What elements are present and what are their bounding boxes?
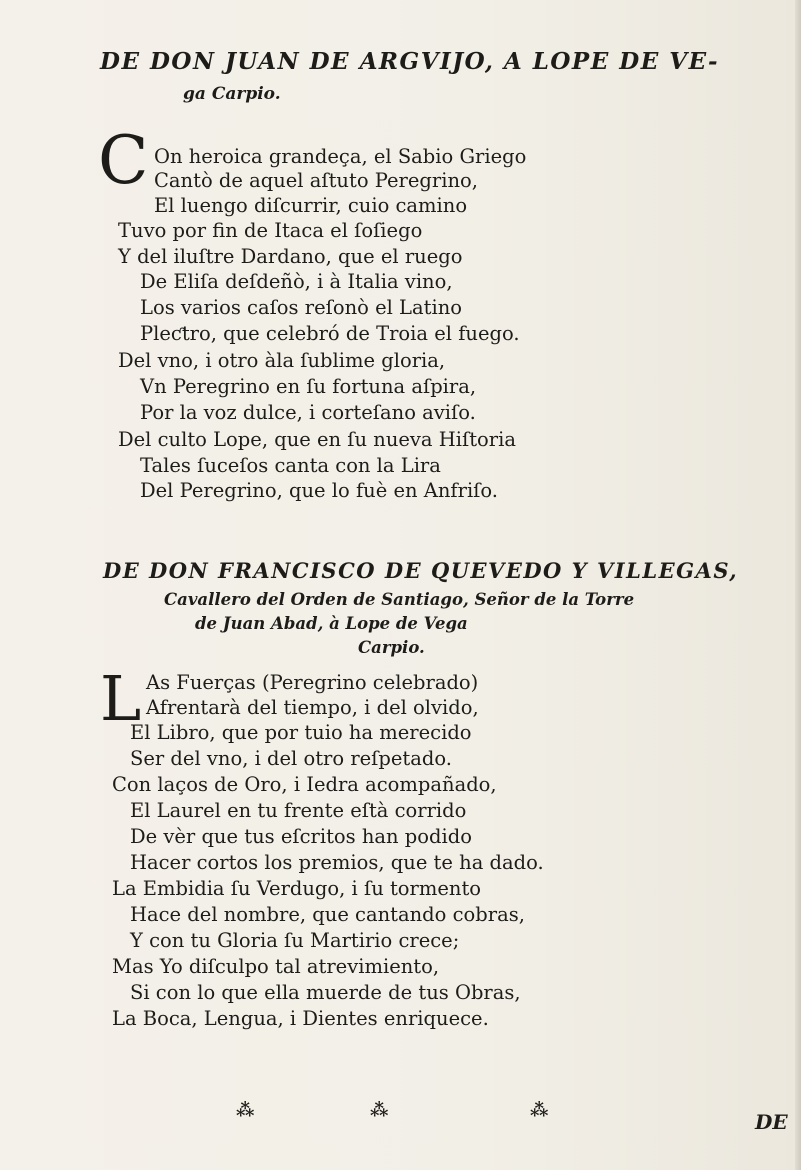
poem-line: As Fuerças (Peregrino celebrado) bbox=[146, 671, 479, 694]
section-subheading: Carpio. bbox=[358, 638, 425, 657]
poem-line: Tales ſuceſos canta con la Lira bbox=[140, 454, 441, 477]
poem-line: Tuvo por fin de Itaca el ſoſiego bbox=[118, 219, 423, 242]
poem-line: La Boca, Lengua, i Dientes enriquece. bbox=[112, 1007, 489, 1030]
poem-line: Del vno, i otro àla ſublime gloria, bbox=[118, 349, 446, 372]
asterism-ornament: ⁂ bbox=[236, 1100, 253, 1121]
poem-line: De vèr que tus eſcritos han podido bbox=[130, 825, 472, 848]
poem-line: Pleƈtro, que celebró de Troia el fuego. bbox=[140, 322, 520, 345]
poem-line: Del Peregrino, que lo fuè en Anfriſo. bbox=[140, 479, 498, 502]
poem-line: Y del iluſtre Dardano, que el ruego bbox=[118, 245, 463, 268]
poem-line: Y con tu Gloria ſu Martirio crece; bbox=[130, 929, 460, 952]
poem-line: La Embidia ſu Verdugo, i ſu tormento bbox=[112, 877, 482, 900]
poem-line: Mas Yo diſculpo tal atrevimiento, bbox=[112, 955, 440, 978]
poem-line: Ser del vno, i del otro reſpetado. bbox=[130, 747, 452, 770]
poem-line: Hacer cortos los premios, que te ha dado. bbox=[130, 851, 544, 874]
section-heading-quevedo: DE DON FRANCISCO DE QUEVEDO Y VILLEGAS, bbox=[103, 558, 739, 583]
poem-line: El luengo diſcurrir, cuio camino bbox=[154, 194, 468, 217]
page-header-title: DE DON JUAN DE ARGVIJO, A LOPE DE VE- bbox=[100, 48, 720, 75]
poem-line: Cantò de aquel aſtuto Peregrino, bbox=[154, 169, 478, 192]
poem-line: Hace del nombre, que cantando cobras, bbox=[130, 903, 525, 926]
poem-line: El Laurel en tu frente eſtà corrido bbox=[130, 799, 467, 822]
poem-line: Vn Peregrino en ſu fortuna aſpira, bbox=[140, 375, 477, 398]
poem-line: Afrentarà del tiempo, i del olvido, bbox=[146, 696, 479, 719]
catchword: DE bbox=[755, 1110, 788, 1134]
section-subheading: Cavallero del Orden de Santiago, Señor de la Torre bbox=[164, 590, 635, 609]
section-subheading: de Juan Abad, à Lope de Vega bbox=[195, 614, 468, 633]
poem-line: Con laços de Oro, i Iedra acompañado, bbox=[112, 773, 497, 796]
asterism-ornament: ⁂ bbox=[530, 1100, 547, 1121]
poem-line: El Libro, que por tuio ha merecido bbox=[130, 721, 472, 744]
drop-capital-c: C bbox=[98, 122, 149, 199]
page-header-subtitle: ga Carpio. bbox=[183, 84, 281, 104]
poem-line: Los varios caſos reſonò el Latino bbox=[140, 296, 462, 319]
poem-line: De Eliſa deſdeñò, i à Italia vino, bbox=[140, 270, 453, 293]
poem-line: Por la voz dulce, i corteſano aviſo. bbox=[140, 401, 476, 424]
page-edge bbox=[795, 0, 801, 1170]
asterism-ornament: ⁂ bbox=[370, 1100, 387, 1121]
drop-capital-l: L bbox=[100, 662, 142, 735]
poem-line: Si con lo que ella muerde de tus Obras, bbox=[130, 981, 521, 1004]
poem-line: Del culto Lope, que en ſu nueva Hiſtoria bbox=[118, 428, 516, 451]
poem-line: On heroica grandeça, el Sabio Griego bbox=[154, 145, 527, 168]
